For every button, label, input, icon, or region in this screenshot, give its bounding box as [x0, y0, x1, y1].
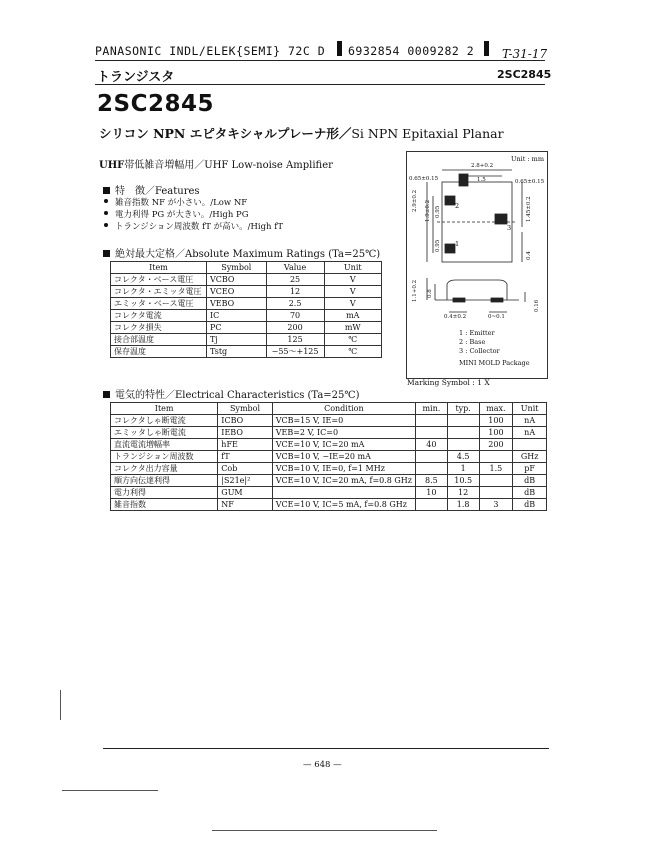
table-cell: IC	[206, 310, 266, 322]
footer-rule	[103, 748, 549, 749]
pin-legend-item: 2 : Base	[459, 338, 486, 346]
table-cell	[272, 487, 415, 499]
application-text: 帯低雑音増幅用／UHF Low-noise Amplifier	[124, 160, 333, 171]
table-cell: コレクタ損失	[111, 322, 207, 334]
table-cell	[447, 427, 479, 439]
table-cell: mW	[324, 322, 381, 334]
table-cell: 保存温度	[111, 346, 207, 358]
feature-item: トランジション周波数 fT が高い。/High fT	[104, 220, 283, 232]
heading-square-icon	[103, 391, 110, 398]
category-label: トランジスタ	[97, 70, 175, 85]
dim-label: 0.65±0.15	[409, 176, 439, 182]
table-row	[111, 310, 382, 322]
table-cell: VEBO	[206, 298, 266, 310]
table-cell: 200	[479, 439, 513, 451]
heading-square-icon	[103, 250, 110, 257]
diagram-unit: Unit : mm	[510, 155, 544, 163]
table-cell: 接合部温度	[111, 334, 207, 346]
table-cell: −55～+125	[266, 346, 324, 358]
application-band: UHF	[99, 160, 125, 171]
col-header: Unit	[324, 262, 381, 274]
scan-artifact-line	[212, 830, 437, 831]
dim-label: 2.9±0.2	[412, 189, 418, 212]
table-cell	[416, 451, 448, 463]
table-cell: IEBO	[218, 427, 272, 439]
table-cell: 8.5	[416, 475, 448, 487]
elec-heading: 電気的特性／Electrical Characteristics (Ta=25℃)	[103, 386, 359, 401]
table-row	[111, 298, 382, 310]
table-cell: mA	[324, 310, 381, 322]
table-cell: 電力利得	[111, 487, 218, 499]
lead-3	[495, 214, 507, 224]
part-title: 2SC2845	[97, 91, 214, 117]
table-row	[111, 499, 547, 511]
table-row	[111, 463, 547, 475]
table-cell: コレクタ・ベース電圧	[111, 274, 207, 286]
barcode-mark-right	[484, 41, 489, 56]
table-cell: pF	[513, 463, 547, 475]
table-cell: VCE=10 V, IC=20 mA, f=0.8 GHz	[272, 475, 415, 487]
table-header-row	[111, 403, 547, 415]
feature-item: 雑音指数 NF が小さい。/Low NF	[104, 196, 247, 208]
table-cell: エミッタ・ベース電圧	[111, 298, 207, 310]
table-cell: VCE=10 V, IC=5 mA, f=0.8 GHz	[272, 499, 415, 511]
scan-artifact-line	[62, 790, 158, 791]
bullet-icon	[104, 211, 108, 215]
scan-artifact-line	[60, 690, 61, 720]
header-rule-top	[95, 60, 545, 61]
col-header: Item	[111, 403, 218, 415]
table-cell: VCB=10 V, IE=0, f=1 MHz	[272, 463, 415, 475]
table-cell	[479, 451, 513, 463]
bullet-icon	[104, 199, 108, 203]
table-cell	[479, 487, 513, 499]
barcode-number: 6932854 0009282 2	[348, 44, 475, 58]
table-row	[111, 286, 382, 298]
table-cell: V	[324, 274, 381, 286]
table-cell: |S21e|²	[218, 475, 272, 487]
part-subtitle	[99, 124, 504, 142]
col-header: Symbol	[206, 262, 266, 274]
col-header: Symbol	[218, 403, 272, 415]
page-number: — 648 —	[303, 760, 342, 770]
table-row	[111, 487, 547, 499]
barcode-mark	[337, 41, 342, 56]
table-cell: コレクタ出力容量	[111, 463, 218, 475]
table-row	[111, 415, 547, 427]
col-header: Unit	[513, 403, 547, 415]
table-cell: VCB=10 V, −IE=20 mA	[272, 451, 415, 463]
table-cell: エミッタしゃ断電流	[111, 427, 218, 439]
table-row	[111, 475, 547, 487]
bullet-icon	[104, 223, 108, 227]
table-header-row	[111, 262, 382, 274]
dim-label: 1.5	[477, 177, 486, 183]
table-cell: dB	[513, 487, 547, 499]
subtitle-en: Si NPN Epitaxial Planar	[351, 126, 504, 141]
table-cell: fT	[218, 451, 272, 463]
col-header: typ.	[447, 403, 479, 415]
package-name: MINI MOLD Package	[459, 359, 530, 367]
table-cell: 70	[266, 310, 324, 322]
pin-label: 2	[455, 202, 460, 210]
subtitle-jp: シリコン NPN エピタキシャルプレーナ形／	[99, 126, 352, 141]
dim-label: 0.16	[534, 299, 540, 312]
dim-label: 0.4	[526, 251, 532, 260]
table-cell: 12	[447, 487, 479, 499]
table-cell: GUM	[218, 487, 272, 499]
table-cell: 4.5	[447, 451, 479, 463]
dim-label: 1.45±0.2	[526, 196, 532, 222]
feature-item: 電力利得 PG が大きい。/High PG	[104, 208, 249, 220]
table-cell	[416, 499, 448, 511]
table-cell: Tstg	[206, 346, 266, 358]
table-row	[111, 427, 547, 439]
col-header: Item	[111, 262, 207, 274]
header-rule-bottom	[95, 84, 545, 85]
table-cell: 1.8	[447, 499, 479, 511]
table-cell: 雑音指数	[111, 499, 218, 511]
table-cell: hFE	[218, 439, 272, 451]
marking-symbol: Marking Symbol : 1 X	[407, 378, 490, 387]
table-cell: 10.5	[447, 475, 479, 487]
table-cell: 25	[266, 274, 324, 286]
table-cell: 10	[416, 487, 448, 499]
table-cell: VCB=15 V, IE=0	[272, 415, 415, 427]
table-cell: VEB=2 V, IC=0	[272, 427, 415, 439]
dim-label: 2.8+0.2	[471, 163, 494, 169]
table-cell	[513, 439, 547, 451]
table-cell	[416, 415, 448, 427]
table-cell: VCBO	[206, 274, 266, 286]
abs-max-heading: 絶対最大定格／Absolute Maximum Ratings (Ta=25℃)	[103, 245, 380, 260]
table-row	[111, 334, 382, 346]
table-cell: コレクタ電流	[111, 310, 207, 322]
table-cell: 100	[479, 427, 513, 439]
col-header: Condition	[272, 403, 415, 415]
table-cell: 2.5	[266, 298, 324, 310]
abs-max-table	[110, 261, 382, 358]
table-row	[111, 346, 382, 358]
table-cell: 3	[479, 499, 513, 511]
handwritten-code: T-31-17	[502, 47, 548, 61]
lead-2	[445, 196, 455, 205]
table-cell: NF	[218, 499, 272, 511]
table-cell: dB	[513, 475, 547, 487]
table-cell: Cob	[218, 463, 272, 475]
table-cell: 12	[266, 286, 324, 298]
pin-legend-item: 1 : Emitter	[459, 329, 495, 337]
table-cell: nA	[513, 427, 547, 439]
table-cell: コレクタしゃ断電流	[111, 415, 218, 427]
dim-label: 0.4±0.2	[444, 314, 467, 320]
features-heading: 特 徴／Features	[103, 182, 200, 197]
col-header: Value	[266, 262, 324, 274]
dim-label: 0.95	[435, 239, 441, 252]
pin-legend-item: 3 : Collector	[459, 347, 500, 355]
table-cell: 1.5	[479, 463, 513, 475]
table-cell: V	[324, 286, 381, 298]
table-cell: ICBO	[218, 415, 272, 427]
table-cell: 1	[447, 463, 479, 475]
table-row	[111, 274, 382, 286]
elec-char-table	[110, 402, 547, 511]
table-cell	[447, 415, 479, 427]
table-cell: VCEO	[206, 286, 266, 298]
table-cell: ℃	[324, 334, 381, 346]
table-cell: Tj	[206, 334, 266, 346]
table-cell: dB	[513, 499, 547, 511]
table-cell: 200	[266, 322, 324, 334]
table-cell	[416, 427, 448, 439]
table-cell: トランジション周波数	[111, 451, 218, 463]
table-cell: 100	[479, 415, 513, 427]
table-cell	[479, 475, 513, 487]
dim-label: 1.9±0.2	[425, 199, 431, 222]
col-header: min.	[416, 403, 448, 415]
dim-label: 0.95	[435, 205, 441, 218]
table-cell: GHz	[513, 451, 547, 463]
table-cell: PC	[206, 322, 266, 334]
table-cell: 順方向伝達利得	[111, 475, 218, 487]
table-cell: nA	[513, 415, 547, 427]
table-cell	[447, 439, 479, 451]
pin-label: 3	[507, 224, 512, 232]
table-cell: ℃	[324, 346, 381, 358]
table-row	[111, 439, 547, 451]
table-row	[111, 451, 547, 463]
package-diagram	[406, 151, 548, 379]
table-row	[111, 322, 382, 334]
table-cell: 125	[266, 334, 324, 346]
dim-label: 1.1+0.2	[412, 279, 418, 302]
scan-header-line: PANASONIC INDL/ELEK{SEMI} 72C D	[95, 44, 326, 58]
table-cell: 直流電流増幅率	[111, 439, 218, 451]
table-cell	[416, 463, 448, 475]
dim-label: 0~0.1	[488, 314, 505, 320]
lead-1	[445, 244, 455, 253]
table-cell: 40	[416, 439, 448, 451]
header-part-number: 2SC2845	[497, 68, 552, 81]
application-line	[99, 156, 333, 171]
col-header: max.	[479, 403, 513, 415]
dim-label: 0.8	[427, 289, 433, 298]
dim-label: 0.65±0.15	[515, 179, 545, 185]
heading-square-icon	[103, 187, 110, 194]
table-cell: コレクタ・エミッタ電圧	[111, 286, 207, 298]
pin-label: 1	[455, 240, 460, 248]
table-cell: VCE=10 V, IC=20 mA	[272, 439, 415, 451]
table-cell: V	[324, 298, 381, 310]
